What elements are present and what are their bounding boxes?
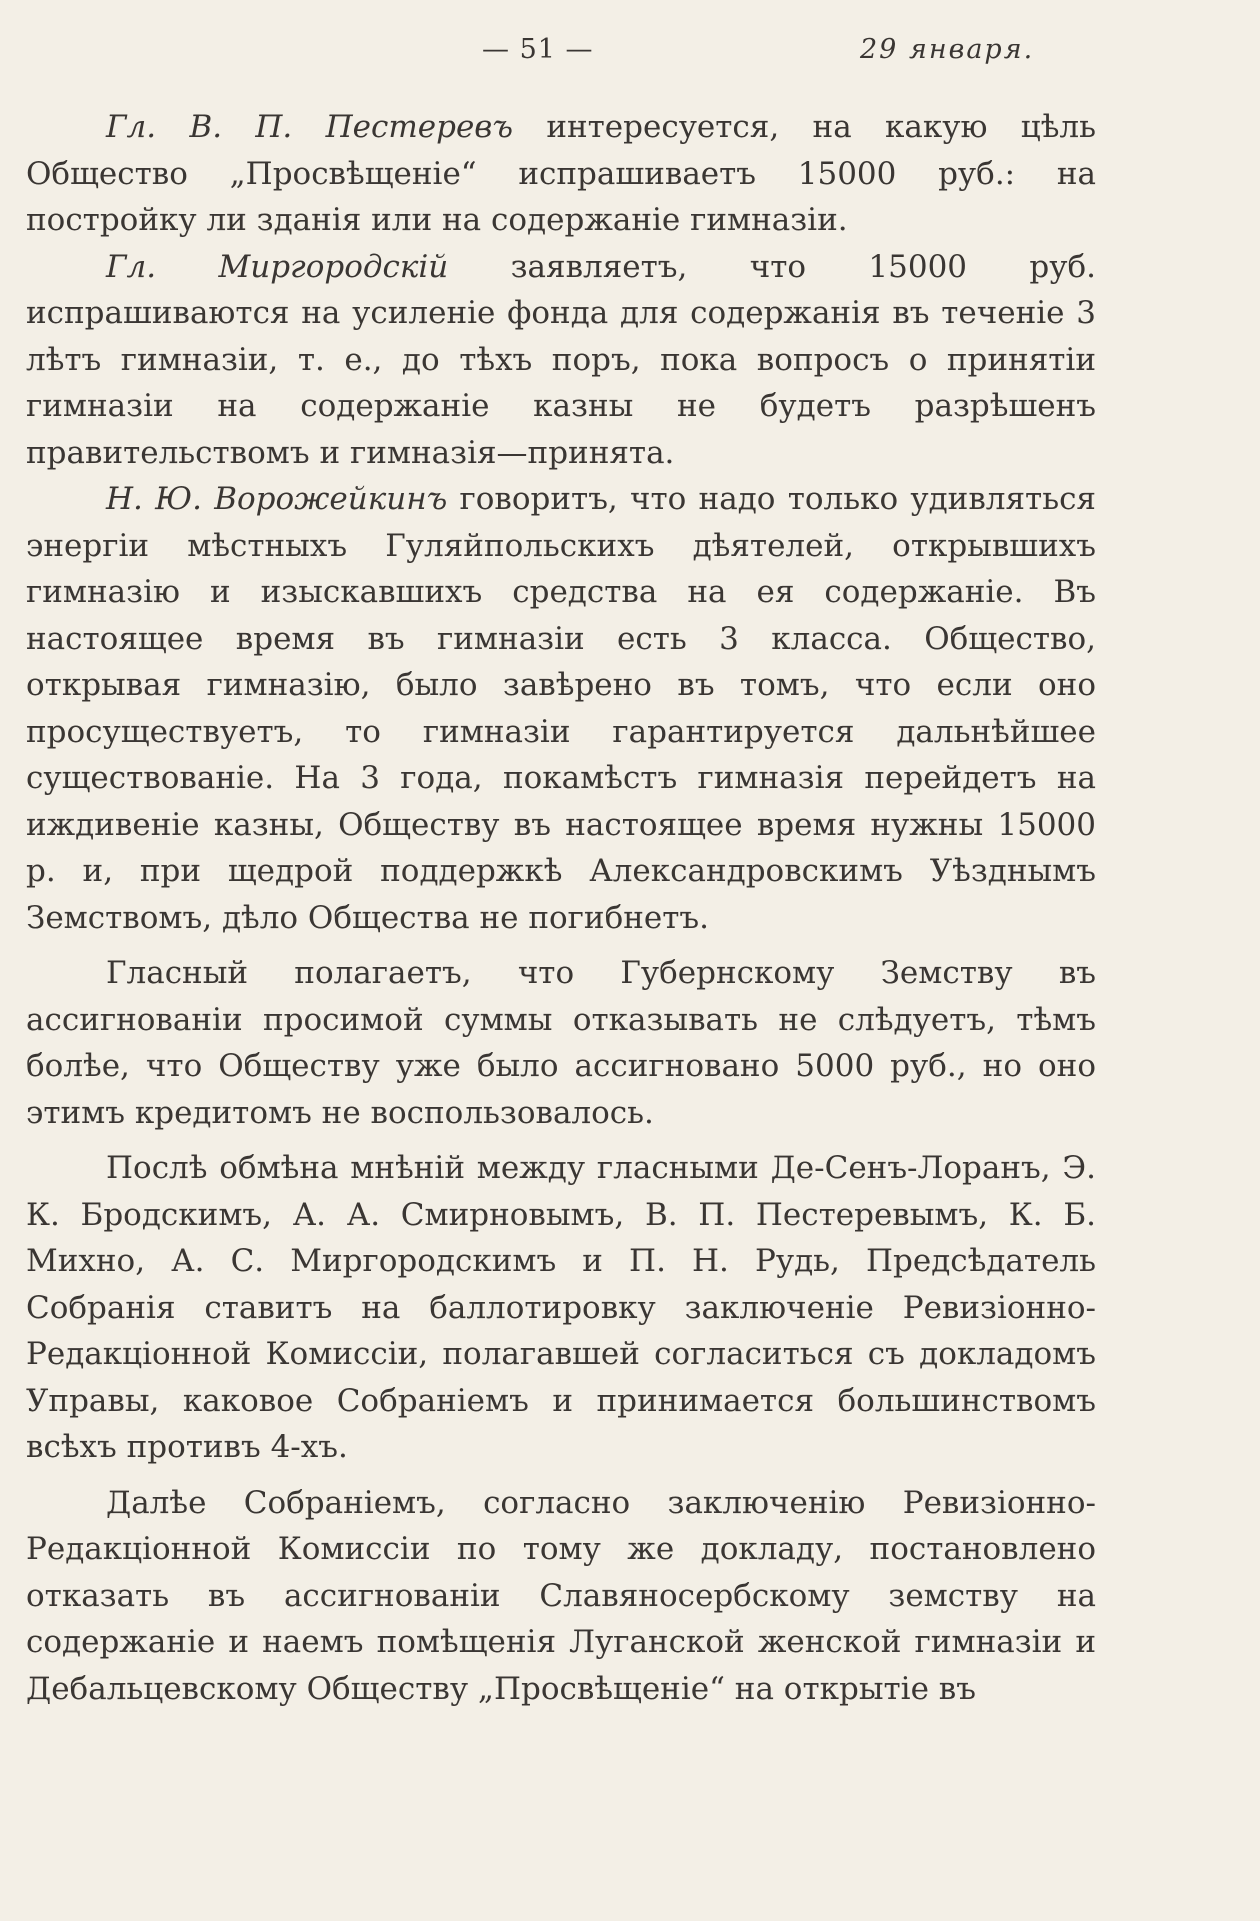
page-number: — 51 —: [482, 34, 594, 65]
speaker-name: Гл. Миргородскій: [106, 248, 449, 285]
header-date: 29 января.: [860, 34, 1035, 65]
paragraph-text: заявляетъ, что 15000 руб. испрашиваются на усиленіе фонда для содержанія въ теченіе 3 лѣтъ гимназіи, т. е., до тѣхъ поръ, пока вопросъ о принятіи гимназіи на содержаніе казны не будетъ разрѣшенъ правительствомъ и гимназія—принята.: [26, 248, 1096, 471]
paragraph: [26, 244, 1096, 477]
paragraph-text: Гласный полагаетъ, что Губернскому Земству въ ассигнованіи просимой суммы отказывать не слѣдуетъ, тѣмъ болѣе, что Обществу уже было ассигновано 5000 руб., но оно этимъ кредитомъ не воспользовалось.: [26, 955, 1096, 1131]
paragraph: [26, 1145, 1096, 1471]
page-header: [0, 34, 1260, 74]
paragraph: [26, 104, 1096, 244]
speaker-name: Н. Ю. Ворожейкинъ: [106, 481, 448, 517]
speaker-name: Гл. В. П. Пестеревъ: [106, 109, 513, 145]
paragraph-text: говоритъ, что надо только удивляться энергіи мѣстныхъ Гуляйпольскихъ дѣятелей, открывшихъ гимназію и изыскавшихъ средства на ея содержаніе. Въ настоящее время въ гимназіи есть 3 класса. Общество, открывая гимназію, было завѣрено въ томъ, что если оно просуществуетъ, то гимназіи гарантируется дальнѣйшее существованіе. На 3 года, покамѣстъ гимназія перейдетъ на иждивеніе казны, Обществу въ настоящее время нужны 15000 р. и, при щедрой поддержкѣ Александровскимъ Уѣзднымъ Земствомъ, дѣло Общества не погибнетъ.: [26, 481, 1096, 936]
paragraph: [26, 476, 1096, 941]
paragraph: [26, 950, 1096, 1136]
paragraph: [26, 1480, 1096, 1713]
body-text: [26, 104, 1096, 1712]
paragraph-text: Далѣе Собраніемъ, согласно заключенію Ревизіонно-Редакціонной Комиссіи по тому же докладу, постановлено отказать въ ассигнованіи Славяносербскому земству на содержаніе и наемъ помѣщенія Луганской женской гимназіи и Дебальцевскому Обществу „Просвѣщеніе“ на открытіе въ: [26, 1484, 1096, 1707]
paragraph-text: Послѣ обмѣна мнѣній между гласными Де-Сенъ-Лоранъ, Э. К. Бродскимъ, А. А. Смирновымъ, В. П. Пестеревымъ, К. Б. Михно, А. С. Миргородскимъ и П. Н. Рудь, Предсѣдатель Собранія ставитъ на баллотировку заключеніе Ревизіонно-Редакціонной Комиссіи, полагавшей согласиться съ докладомъ Управы, каковое Собраніемъ и принимается большинствомъ всѣхъ противъ 4-хъ.: [26, 1150, 1096, 1465]
paragraph-text: интересуется, на какую цѣль Общество „Просвѣщеніе“ испрашиваетъ 15000 руб.: на постройку ли зданія или на содержаніе гимназіи.: [26, 109, 1096, 238]
